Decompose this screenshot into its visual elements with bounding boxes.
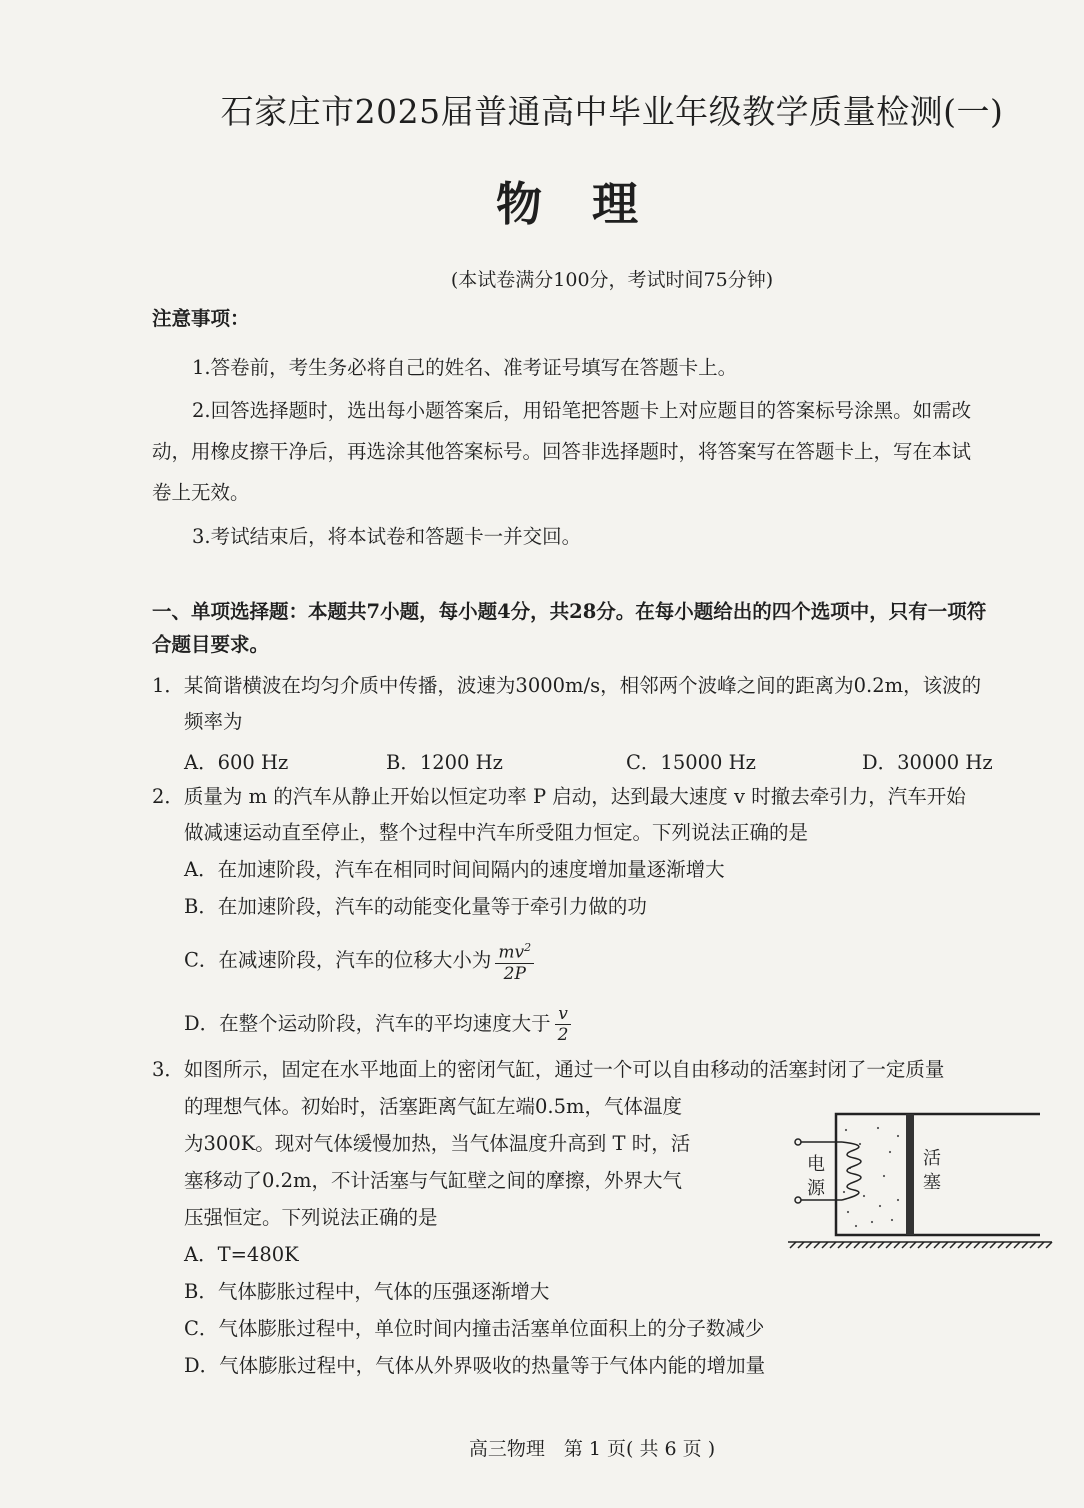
notice-heading: 注意事项： [152,307,250,330]
q2-option-c-exponent: 2 [524,941,532,954]
q3-stem-line-1: 3．如图所示，固定在水平地面上的密闭气缸，通过一个可以自由移动的活塞封闭了一定质量 [152,1058,945,1081]
notice-item-2-line-3: 卷上无效。 [152,481,250,504]
q1-option-a: A．600 Hz [184,751,289,774]
q2-option-d-numerator: v [555,1004,572,1025]
q2-option-c-fraction [495,938,534,984]
power-label-2: 源 [807,1178,825,1199]
q1-option-c: C．15000 Hz [626,751,756,774]
q2-option-d [184,1004,571,1045]
q1-option-d: D．30000 Hz [862,751,993,774]
q1-stem-line-2: 频率为 [184,710,243,733]
gas-dots [843,1127,899,1227]
notice-item-2-line-2: 动，用橡皮擦干净后，再选涂其他答案标号。回答非选择题时，将答案写在答题卡上，写在本试 [152,440,972,463]
q3-stem-line-5: 压强恒定。下列说法正确的是 [184,1206,438,1229]
power-label-1: 电 [807,1154,825,1175]
q3-stem-line-2: 的理想气体。初始时，活塞距离气缸左端0.5m，气体温度 [184,1095,683,1118]
notice-item-1: 1.答卷前，考生务必将自己的姓名、准考证号填写在答题卡上。 [192,356,738,379]
q2-option-d-text: D．在整个运动阶段，汽车的平均速度大于 [184,1012,551,1035]
q2-option-c-numerator: mv [498,942,525,963]
q2-option-b: B．在加速阶段，汽车的动能变化量等于牵引力做的功 [184,895,647,918]
q2-option-c-denominator: 2P [503,963,526,984]
q2-stem-line-1: 2．质量为 m 的汽车从静止开始以恒定功率 P 启动，达到最大速度 v 时撤去牵引力，汽车开始 [152,785,966,808]
piston-label-2: 塞 [923,1172,941,1193]
ground [788,1242,1052,1248]
q2-option-c-text: C．在减速阶段，汽车的位移大小为 [184,948,492,972]
q1-stem-line-1: 1．某简谐横波在均匀介质中传播，波速为3000m/s，相邻两个波峰之间的距离为0.2m，该波的 [152,674,982,697]
q3-option-d: D．气体膨胀过程中，气体从外界吸收的热量等于气体内能的增加量 [184,1354,766,1377]
section-heading-line-2: 合题目要求。 [152,633,270,656]
piston [906,1114,914,1235]
heater-coil [795,1139,861,1203]
q3-option-a: A．T=480K [184,1243,299,1266]
q2-option-a: A．在加速阶段，汽车在相同时间间隔内的速度增加量逐渐增大 [184,858,725,881]
subject-title: 物理 [496,177,688,231]
q1-option-b: B．1200 Hz [386,751,503,774]
exam-note: (本试卷满分100分，考试时间75分钟) [450,269,774,291]
q3-option-b: B．气体膨胀过程中，气体的压强逐渐增大 [184,1280,550,1303]
piston-label-1: 活 [923,1148,941,1169]
q2-option-c [184,938,534,984]
exam-title: 石家庄市2025届普通高中毕业年级教学质量检测(一) [220,92,1004,131]
q2-option-d-denominator: 2 [557,1025,569,1045]
q3-option-c: C．气体膨胀过程中，单位时间内撞击活塞单位面积上的分子数减少 [184,1317,765,1340]
q3-stem-line-4: 塞移动了0.2m，不计活塞与气缸壁之间的摩擦，外界大气 [184,1169,683,1192]
q2-stem-line-2: 做减速运动直至停止，整个过程中汽车所受阻力恒定。下列说法正确的是 [184,821,809,844]
q2-option-d-fraction [555,1004,572,1045]
notice-item-2-line-1: 2.回答选择题时，选出每小题答案后，用铅笔把答题卡上对应题目的答案标号涂黑。如需改 [192,399,972,422]
notice-item-3: 3.考试结束后，将本试卷和答题卡一并交回。 [192,525,582,548]
cylinder-diagram [780,1100,1060,1260]
page-footer: 高三物理 第 1 页( 共 6 页 ) [468,1438,716,1460]
section-heading-line-1: 一、单项选择题：本题共7小题，每小题4分，共28分。在每小题给出的四个选项中，只有一项符 [152,600,987,623]
q3-stem-line-3: 为300K。现对气体缓慢加热，当气体温度升高到 T 时，活 [184,1132,691,1155]
